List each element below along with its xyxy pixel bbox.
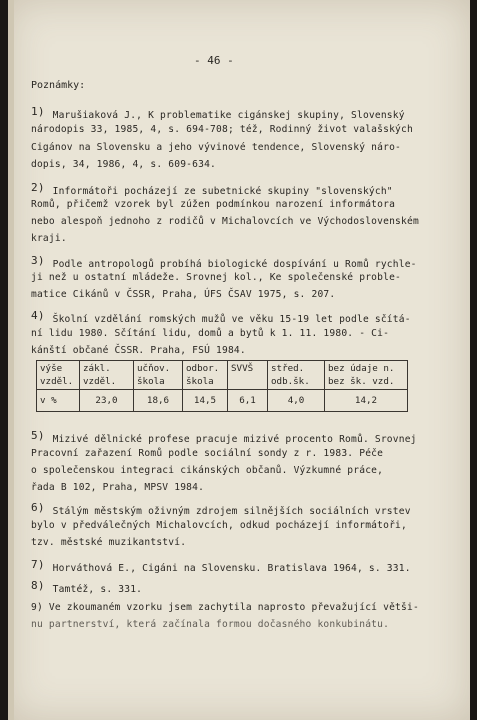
note-5-line-3: o společenskou integraci cikánských občanů. Výzkumné práce, [31,465,384,476]
table-cell: 23,0 [80,390,134,412]
note-9-line-2: nu partnerství, která začínala formou dočasného konkubinátu. [31,619,390,630]
note-7-line-1: 7) Horváthová E., Cigáni na Slovensku. Bratislava 1964, s. 331. [31,558,411,574]
note-5-number: 5) [31,429,45,442]
note-4-line-1: 4) Školní vzdělání romských mužů ve věku 15-19 let podle sčítá- [31,309,411,325]
note-9-number: 9) [31,602,43,613]
note-3-line-3: matice Cikánů v ČSSR, Praha, ÚFS ČSAV 1975, s. 207. [31,289,336,300]
note-5-line-2: Pracovní zařazení Romů podle sociální sondy z r. 1983. Péče [31,448,384,459]
table-cell: v % [37,390,80,412]
note-2-line-3: nebo alespoň jednoho z rodičů v Michalovcích ve Východoslovenském [31,216,419,227]
note-7-number: 7) [31,558,45,571]
note-8-number: 8) [31,579,45,592]
note-8-line-1: 8) Tamtéž, s. 331. [31,579,143,595]
note-3-line-1: 3) Podle antropologů probíhá biologické dospívání u Romů rychle- [31,254,417,270]
page-number: - 46 - [194,54,234,67]
note-4-line-3: kánští občané ČSSR. Praha, FSÚ 1984. [31,345,246,356]
header-cell: učňov. škola [134,361,183,390]
note-1-number: 1) [31,105,45,118]
note-9-line-1: 9) Ve zkoumaném vzorku jsem zachytila naprosto převažující větši- [31,602,419,613]
note-1-line-1: 1) Marušiaková J., K problematike cigánskej skupiny, Slovenský [31,105,405,121]
note-1-line-3: Cigánov na Slovensku a jeho vývinové tendence, Slovenský náro- [31,142,402,153]
header-cell: odbor. škola [183,361,228,390]
notes-heading: Poznámky: [31,80,86,91]
note-6-line-3: tzv. městské muzikantství. [31,537,187,548]
note-2-number: 2) [31,181,45,194]
header-cell: výše vzděl. [37,361,80,390]
note-3-number: 3) [31,254,45,267]
note-2-line-1: 2) Informátoři pocházejí ze subetnické skupiny "slovenských" [31,181,393,197]
note-5-line-1: 5) Mizivé dělnické profese pracuje mizivé procento Romů. Srovnej [31,429,417,445]
note-3-line-2: ji než u ostatní mládeže. Srovnej kol., Ke společenské proble- [31,272,402,283]
note-1-line-2: národopis 33, 1985, 4, s. 694-708; též, Rodinný život valašských [31,124,413,135]
table-cell: 14,5 [183,390,228,412]
note-1-line-4: dopis, 34, 1986, 4, s. 609-634. [31,159,217,170]
header-cell: zákl. vzděl. [80,361,134,390]
note-2-line-2: Romů, přičemž vzorek byl zúžen podmínkou narození informátora [31,199,396,210]
header-cell: SVVŠ [228,361,268,390]
note-4-number: 4) [31,309,45,322]
header-cell: bez údaje n. bez šk. vzd. [325,361,408,390]
note-6-number: 6) [31,501,45,514]
table-cell: 14,2 [325,390,408,412]
header-cell: střed. odb.šk. [268,361,325,390]
note-4-line-2: ní lidu 1980. Sčítání lidu, domů a bytů k 1. 11. 1980. - Ci- [31,328,390,339]
note-5-line-4: řada B 102, Praha, MPSV 1984. [31,482,205,493]
table-row [37,390,408,412]
table-cell: 4,0 [268,390,325,412]
table-cell: 18,6 [134,390,183,412]
document-page [8,0,470,720]
table-cell: 6,1 [228,390,268,412]
note-2-line-4: kraji. [31,233,67,244]
education-table [36,360,408,412]
page-binding-edge [8,0,14,720]
note-6-line-1: 6) Stálým městským oživným zdrojem silnějších sociálních vrstev [31,501,411,517]
note-6-line-2: bylo v předválečných Michalovcích, odkud pocházejí informátoři, [31,520,407,531]
table-header-row [37,361,408,390]
